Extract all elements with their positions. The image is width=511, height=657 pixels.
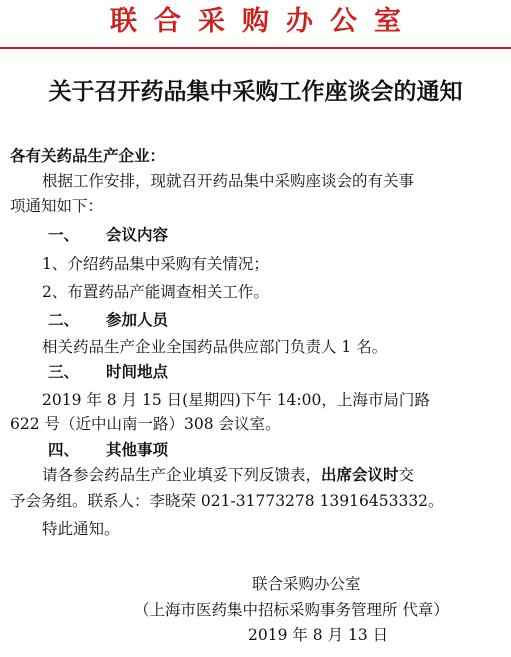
organization-header: 联合采购办公室 [110, 6, 418, 37]
signature-date: 2019 年 8 月 13 日 [248, 626, 389, 644]
document-title: 关于召开药品集中采购工作座谈会的通知 [48, 78, 463, 105]
section-3-line-1: 2019 年 8 月 15 日(星期四)下午 14:00，上海市局门路 [42, 391, 430, 409]
section-1-item-1: 1、介绍药品集中采购有关情况； [42, 255, 269, 273]
section-1-item-2: 2、布置药品产能调查相关工作。 [42, 283, 269, 301]
section-2-heading [48, 309, 168, 331]
section-1-number: 一、 [48, 225, 80, 244]
intro-line-1: 根据工作安排，现就召开药品集中采购座谈会的有关事 [42, 172, 415, 190]
section-3-title: 时间地点 [106, 362, 169, 381]
section-4-number: 四、 [48, 440, 80, 459]
section-4-line-1-emphasis: 出席会议时 [321, 465, 399, 484]
section-4-line-1 [42, 464, 414, 486]
section-4-line-2: 予会务组。联系人：李晓荣 021-31773278 13916453332。 [10, 492, 444, 510]
section-4-line-1-a: 请各参会药品生产企业填妥下列反馈表， [42, 466, 322, 484]
section-4-title: 其他事项 [106, 440, 169, 459]
red-header-rule [0, 47, 511, 49]
signature-organization: 联合采购办公室 [252, 575, 361, 593]
closing-remark: 特此通知。 [42, 520, 120, 538]
section-2-title: 参加人员 [106, 310, 169, 329]
section-4-heading [48, 439, 168, 461]
section-2-text: 相关药品生产企业全国药品供应部门负责人 1 名。 [42, 338, 388, 356]
signature-agent: （上海市医药集中招标采购事务管理所 代章） [134, 601, 449, 619]
section-2-number: 二、 [48, 310, 80, 329]
section-3-line-2: 622 号（近中山南一路）308 会议室。 [10, 415, 281, 433]
section-3-heading [48, 361, 168, 383]
section-4-line-1-c: 交 [398, 466, 415, 484]
section-3-number: 三、 [48, 362, 80, 381]
intro-line-2: 项通知如下： [10, 197, 104, 215]
section-1-title: 会议内容 [106, 225, 169, 244]
section-1-heading [48, 224, 168, 246]
salutation: 各有关药品生产企业： [10, 146, 166, 165]
